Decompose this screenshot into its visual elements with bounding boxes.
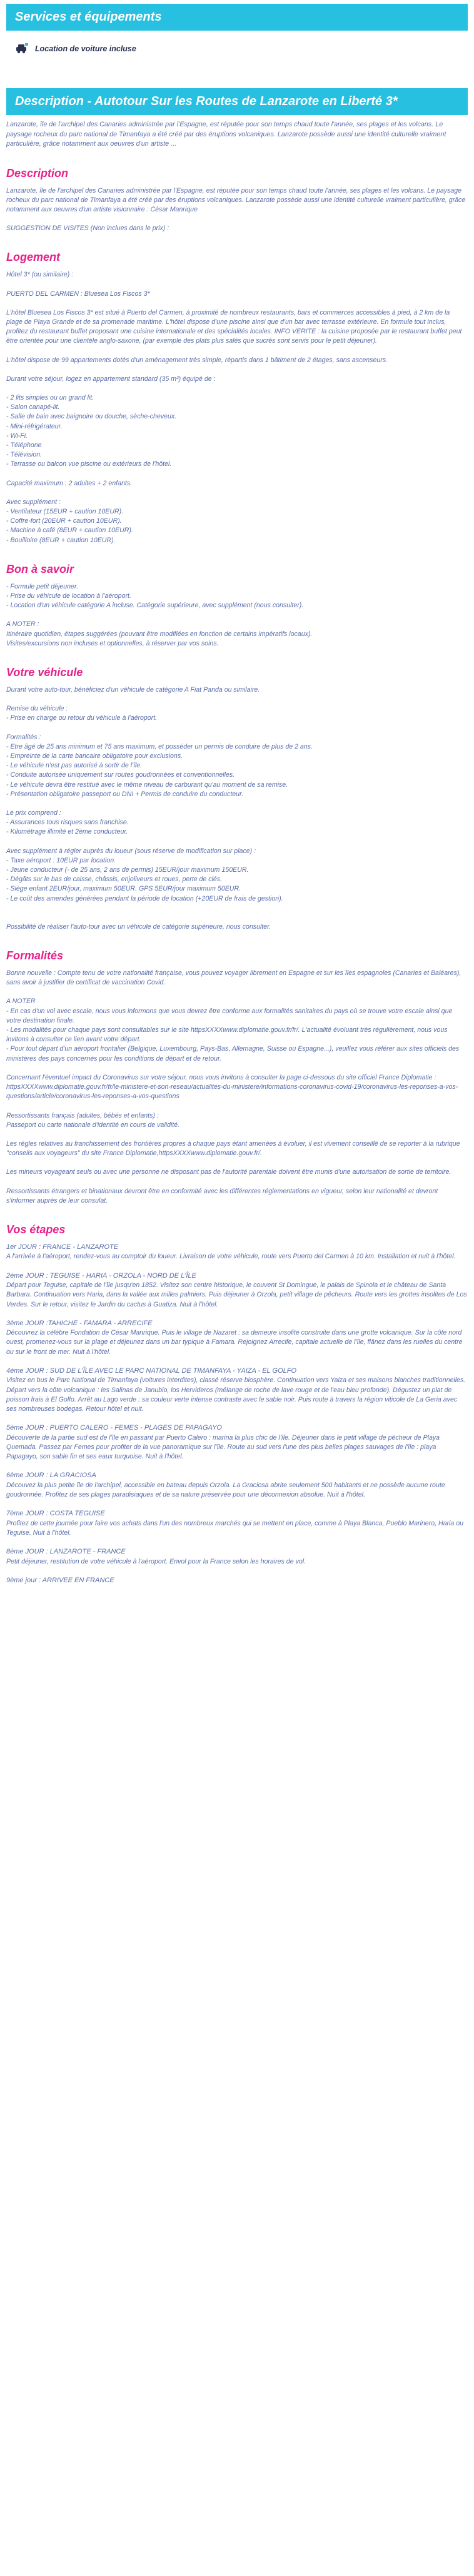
section-heading: Description [6,166,69,179]
day-title: 4ème JOUR : SUD DE L'ÎLE AVEC LE PARC NATIONAL DE TIMANFAYA - YAIZA - EL GOLFO [6,1366,297,1375]
section-paragraph: Hôtel 3* (ou similaire) : [6,271,74,279]
description-intro: Lanzarote, île de l'archipel des Canaries administrée par l'Espagne, est réputée pour son temps chaud toute l'année, ses plages et les volcans. Le paysage rocheux du parc national de Timanfaya a été créé par des éruptions volcaniques. Lanzarote possède aussi une identité culturelle vraiment particulière, grâce notamment aux oeuvres d'un artiste ... [6,121,446,148]
section-paragraph: - Etre âgé de 25 ans minimum et 75 ans maximum, et posséder un permis de conduire de plus de 2 ans. [6,742,313,750]
section-paragraph: A NOTER [6,998,36,1006]
day-title: 9ème jour : ARRIVEE EN FRANCE [6,1576,114,1584]
section-paragraph: Passeport ou carte nationale d'identité en cours de validité. [6,1121,180,1129]
section-paragraph: - En cas d'un vol avec escale, nous vous informons que vous devrez être conforme aux formalités sanitaires du pays où se trouve votre escale ainsi que votre destination finale. [6,1007,455,1024]
section-paragraph: Durant votre auto-tour, bénéficiez d'un véhicule de catégorie A Fiat Panda ou similaire. [6,686,260,694]
day-title: 2ème JOUR : TEGUISE - HARIA - ORZOLA - NORD DE L'ÎLE [6,1271,196,1280]
section-paragraph: Bonne nouvelle : Compte tenu de votre nationalité française, vous pouvez voyager librement en Espagne et sur les îles espagnoles (Canaries et Baléares), sans avoir à justifier de certificat de vaccination Covid. [6,969,463,987]
day-text: Petit déjeuner, restitution de votre véhicule à l'aéroport. Envol pour la France selon les horaires de vol. [6,1557,306,1565]
section-paragraph: - Siège enfant 2EUR/jour, maximum 50EUR. GPS 5EUR/jour maximum 50EUR. [6,885,241,893]
car-rental-icon [15,42,29,56]
section-paragraph: - Le véhicule n'est pas autorisé à sortir de l'île. [6,762,143,770]
day-title: 8ème JOUR : LANZAROTE - FRANCE [6,1548,126,1556]
service-label: Location de voiture incluse [35,44,136,53]
section-paragraph: - Le véhicule devra être restitué avec le même niveau de carburant qu'au moment de sa remise. [6,780,288,789]
section-paragraph: Ressortissants étrangers et binationaux devront être en conformité avec les différentes réglementations en vigueur, selon leur nationalité et devront s'informer auprès de leur consulat. [6,1187,440,1205]
section-heading: Formalités [6,949,64,962]
section-paragraph: - Dégâts sur le bas de caisse, châssis, enjoliveurs et roues, perte de clés. [6,876,223,884]
section-paragraph: Le prix comprend : [6,809,61,817]
day-title: 1er JOUR : FRANCE - LANZAROTE [6,1243,119,1251]
day-text: Découvrez la célèbre Fondation de César Manrique. Puis le village de Nazaret : sa demeure insolite construite dans une grotte volcanique. Sur la côte nord ouest, promenez-vous sur la plage et déjeunez dans un bar typique à Famara. Rejoignez Arrecife, capitale actuelle de l'île, flânez dans les ruelles du centre ou sur le front de mer. Nuit à l'hôtel. [6,1329,463,1356]
section-paragraph: - Location d'un véhicule catégorie A incluse. Catégorie supérieure, avec supplément (nous consulter). [6,602,304,610]
section-paragraph: - Pour tout départ d'un aéroport frontalier (Belgique, Luxembourg, Pays-Bas, Allemagne, Suisse ou Espagne...), veuillez vous référer aux sites officiels des ministères des pays concernés pour les conditions de départ et de retour. [6,1045,461,1063]
section-paragraph: A NOTER : [6,620,39,629]
section-paragraph: - Télévision. [6,451,43,459]
section-paragraph: - Le coût des amendes générées pendant la période de location (+20EUR de frais de gestion). [6,894,283,902]
section-paragraph: Concernant l'éventuel impact du Coronavirus sur votre séjour, nous vous invitons à consulter la page ci-dessous du site officiel France Diplomatie : [6,1073,436,1081]
section-paragraph: - Conduite autorisée uniquement sur routes goudronnées et conventionnelles. [6,771,235,779]
section-paragraph: - Salon canapé-lit. [6,403,60,412]
itinerary-days [6,1243,468,1595]
day-text: A l'arrivée à l'aéroport, rendez-vous au comptoir du loueur. Livraison de votre véhicule, route vers Puerto del Carmen à 10 km. Installation et nuit à l'hôtel. [6,1253,456,1261]
section-paragraph: - Jeune conducteur (- de 25 ans, 2 ans de permis) 15EUR/jour maximum 150EUR. [6,866,249,874]
section-paragraph: L'hôtel dispose de 99 appartements dotés d'un aménagement très simple, répartis dans 1 bâtiment de 2 étages, sans ascenseurs. [6,356,388,364]
section-paragraph: - Bouilloire (8EUR + caution 10EUR). [6,536,116,544]
day-text: Profitez de cette journée pour faire vos achats dans l'un des nombreux marchés qui se mettent en place, comme à Playa Blanca, Pueblo Marinero, Haria ou Teguise. Nuit à l'hôtel. [6,1519,464,1537]
section-paragraph: - Machine à café (8EUR + caution 10EUR). [6,527,133,535]
section-paragraph: - Ventilateur (15EUR + caution 10EUR). [6,507,124,515]
section-paragraph: SUGGESTION DE VISITES (Non inclues dans le prix) : [6,225,169,233]
section-paragraph: - Kilométrage illimité et 2ème conducteur. [6,828,128,836]
section-paragraph: - Mini-réfrigérateur. [6,422,63,430]
itinerary-heading: Vos étapes [6,1223,66,1236]
section-paragraph: - Prise en charge ou retour du véhicule à l'aéroport. [6,714,158,722]
section-paragraph: Remise du véhicule : [6,705,68,713]
section-paragraph: Visites/excursions non incluses et optionnelles, à réserver par vos soins. [6,639,219,647]
section-paragraph: - Coffre-fort (20EUR + caution 10EUR). [6,517,122,525]
section-paragraph: - Présentation obligatoire passeport ou DNI + Permis de conduire du conducteur. [6,790,244,798]
day-title: 5ème JOUR : PUERTO CALERO - FEMES - PLAGES DE PAPAGAYO [6,1424,222,1432]
section-paragraph: - Taxe aéroport : 10EUR par location. [6,856,116,864]
section-paragraph: - 2 lits simples ou un grand lit. [6,393,94,402]
day-text: Départ pour Teguise, capitale de l'île jusqu'en 1852. Visitez son centre historique, le couvent St Domingue, le palais de Spinola et le château de Santa Barbara. Continuation vers Haria, dans la vallée aux milles palmiers. Puis déjeuner à Orzola, petit village de pêcheurs. Route vers les grottes insolites de Los Verdes. Sur le retour, visitez le Jardin du cactus à Guatiza. Nuit à l'hôtel. [6,1281,467,1308]
section-paragraph: Avec supplément : [6,498,61,506]
section-paragraph: - Prise du véhicule de location à l'aéroport. [6,592,131,600]
section-paragraph: Durant votre séjour, logez en appartement standard (35 m²) équipé de : [6,375,216,383]
section-paragraph: Les mineurs voyageant seuls ou avec une personne ne disposant pas de l'autorité parentale doivent être munis d'une autorisation de sortie de territoire. [6,1168,451,1176]
section-paragraph: PUERTO DEL CARMEN : Bluesea Los Fiscos 3* [6,290,150,298]
day-text: Découverte de la partie sud est de l'île en passant par Puerto Calero : marina la plus chic de l'île. Déjeuner dans le petit village de pécheur de Playa Quemada. Passez par Femes pour profiter de la vue panoramique sur l'île. Route au sud vers l'une des plus belles plages sauvages de l'île : playa Papagayo, son sable fin et ses eaux turquoise. Nuit à l'hôtel. [6,1433,440,1461]
section-paragraph: - Les modalités pour chaque pays sont consultables sur le site httpsXXXXwww.diplomatie.gouv.fr/fr/. L'actualité évoluant très régulièrement, nous vous invitons à consulter ce lien avant votre départ. [6,1026,450,1044]
section-paragraph: Capacité maximum : 2 adultes + 2 enfants. [6,479,133,487]
page [0,4,474,1595]
day-title: 3ème JOUR :TAHICHE - FAMARA - ARRECIFE [6,1319,153,1327]
section-paragraph: Les règles relatives au franchissement des frontières propres à chaque pays étant amenées à évoluer, il est vivement conseillé de se reporter à la rubrique "conseils aux voyageurs" du site France Diplomatie,httpsXXXXwww.diplomatie.gouv.fr/. [6,1139,462,1158]
day-title: 6ème JOUR : LA GRACIOSA [6,1472,96,1480]
section-heading: Logement [6,251,61,264]
services-title: Services et équipements [6,4,468,31]
section-paragraph: L'hôtel Bluesea Los Fiscos 3* est situé à Puerto del Carmen, à proximité de nombreux restaurants, bars et commerces accessibles à pied, à 2 km de la plage de Playa Grande et de sa promenade maritime. L'hôtel dispose d'une piscine ainsi que d'un bar avec terrasse extérieure. En formule tout inclus, profitez du restaurant buffet proposant une cuisine internationale et des spécialités locales. INFO VERITE : la cuisine proposée par le restaurant buffet peut être orientée pour une clientèle anglo-saxone, (par exemple des plats plus salés que sucrés sont servis pour le petit déjeuner). [6,308,464,345]
day-text: Visitez en bus le Parc National de Timanfaya (voitures interdites), classé réserve biosphère. Continuation vers Yaiza et ses maisons blanches traditionnelles. Départ vers la côte volcanique : les Salinas de Janubio, los Hervideros (mélange de roche de lave rouge et de l'eau bleu profonde). Dégustez un plat de poisson frais à El Golfo. Arrêt au Lago verde : sa couleur verte intense contraste avec le sable noir. Puis route à travers la région viticole de La Geria avec ses nombreuses bodegas. Retour hôtel et nuit. [6,1376,466,1413]
section-paragraph: - Téléphone [6,441,42,449]
section-paragraph: Possibilité de réaliser l'auto-tour avec un véhicule de catégorie supérieure, nous consulter. [6,922,271,931]
day-text: Découvez la plus petite île de l'archipel, accessible en bateau depuis Orzola. La Graciosa abrite seulement 500 habitants et ne possède aucune route goudronnée. Profitez de ses plages paradisiaques et de sa nature préservée pour une déconnexion absolue. Nuit à l'hôtel. [6,1481,445,1498]
section-paragraph: Itinéraire quotidien, étapes suggérées (pouvant être modifiées en fonction de certains impératifs locaux). [6,630,313,638]
section-paragraph: - Terrasse ou balcon vue piscine ou extérieurs de l'hôtel. [6,460,172,468]
section-paragraph: Avec supplément à régler auprès du loueur (sous réserve de modification sur place) : [6,847,256,855]
section-paragraph: - Wi-Fi. [6,432,28,440]
section-paragraph: Formalités : [6,733,41,741]
section-heading: Bon à savoir [6,562,74,575]
section-paragraph: Lanzarote, île de l'archipel des Canaries administrée par l'Espagne, est réputée pour son temps chaud toute l'année, ses plages et les volcans. Le paysage rocheux du parc national de Timanfaya a été créé par des éruptions volcaniques. Lanzarote possède aussi une identité culturelle vraiment particulière, grâce notamment aux oeuvres d'un artiste visionnaire : César Manrique [6,186,468,213]
service-item [6,31,468,67]
day-title: 7ème JOUR : COSTA TEGUISE [6,1510,105,1518]
content-sections [6,167,468,1206]
section-paragraph: - Empreinte de la carte bancaire obligatoire pour exclusions. [6,752,183,760]
description-title: Description - Autotour Sur les Routes de Lanzarote en Liberté 3* [6,88,468,115]
section-paragraph: Ressortissants français (adultes, bébés et enfants) : [6,1111,159,1119]
section-paragraph: - Formule petit déjeuner. [6,582,79,590]
section-paragraph: - Assurances tous risques sans franchise. [6,819,129,827]
section-paragraph: - Salle de bain avec baignoire ou douche, sèche-cheveux. [6,413,177,421]
section-heading: Votre véhicule [6,666,83,679]
section-paragraph: httpsXXXXwww.diplomatie.gouv.fr/fr/le-ministere-et-son-reseau/actualites-du-ministere/informations-coronavirus-covid-19/coronavirus-les-reponses-a-vos-questions/article/coronavirus-les-reponses-a-vos-questions [6,1083,458,1101]
